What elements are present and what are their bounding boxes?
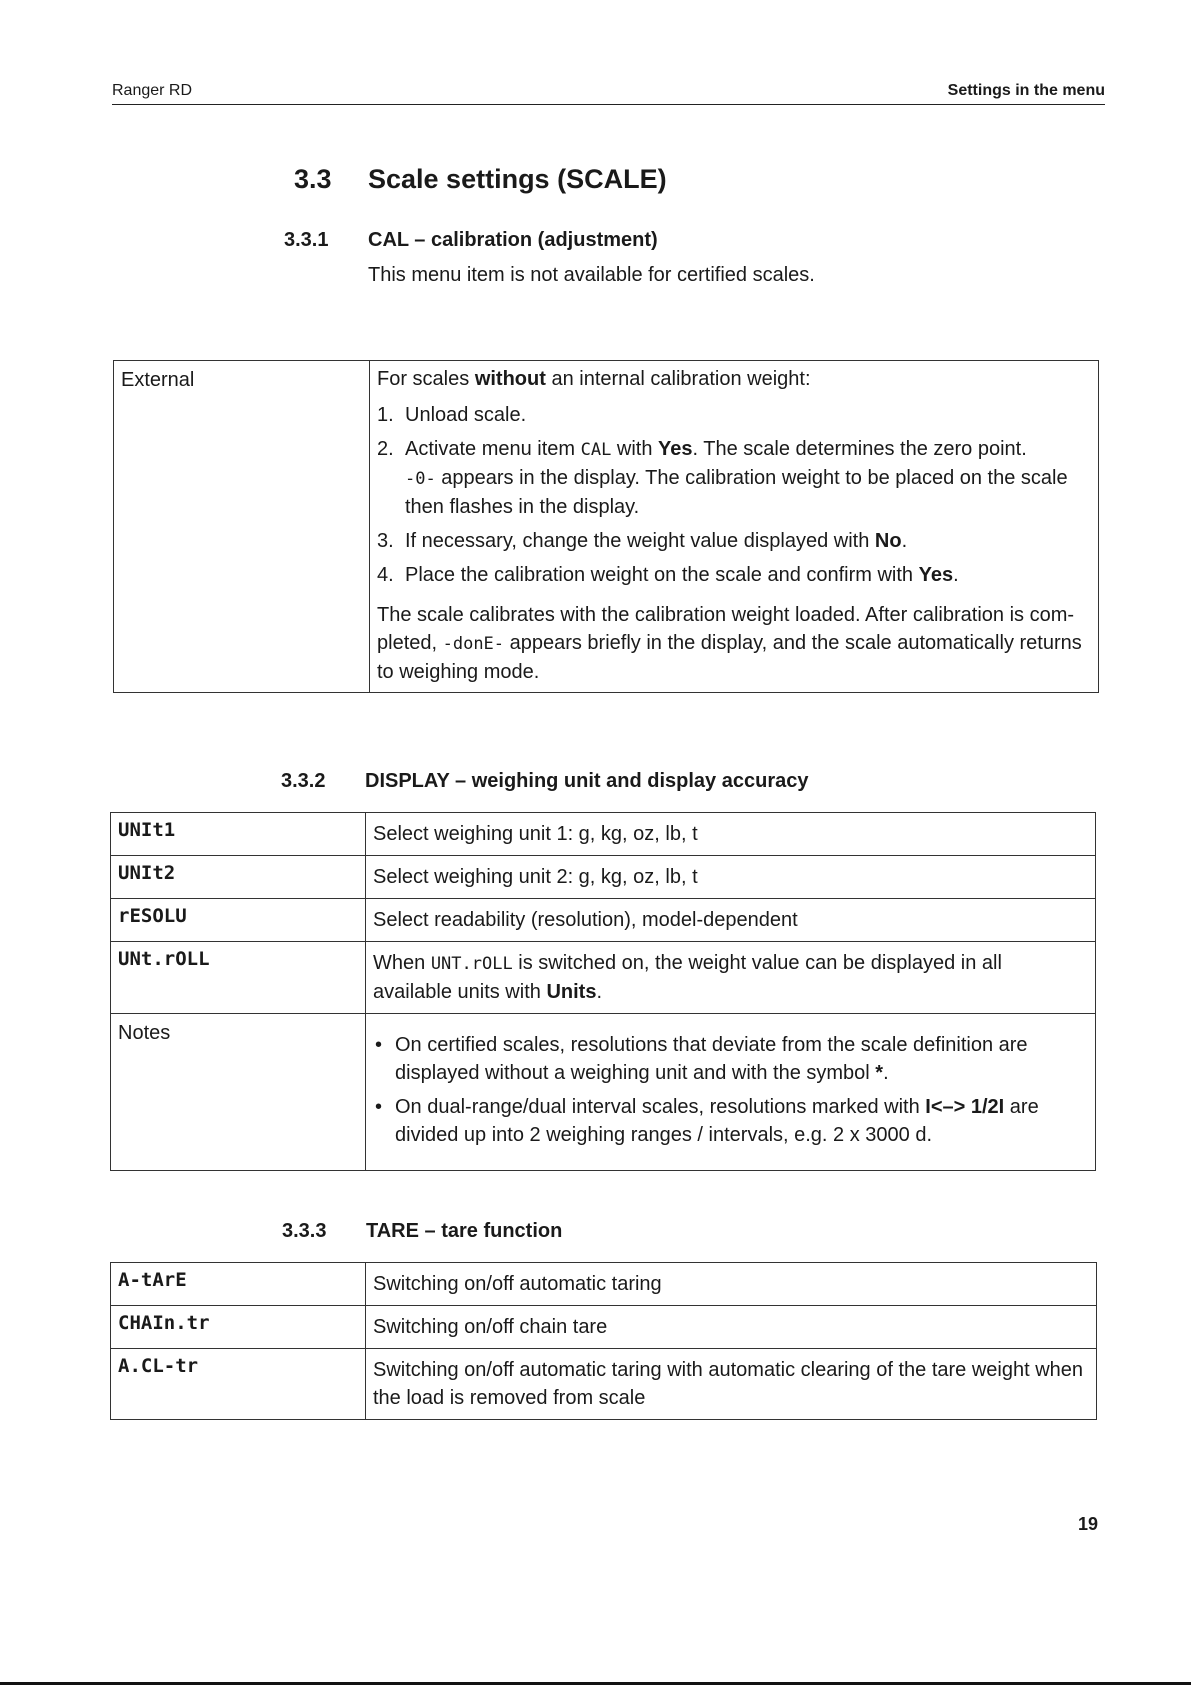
tare-table [110,1262,1097,1420]
menu-code-unit2: UNIt2 [111,856,366,899]
table-row [111,1306,1097,1349]
list-item: 4. Place the calibration weight on the scale and confirm with Yes. [377,564,959,586]
menu-description-chain-tare: Switching on/off chain tare [366,1306,1097,1349]
table-row [111,856,1096,899]
table-row [111,1263,1097,1306]
notes-cell [366,1014,1096,1171]
table-row [111,1349,1097,1420]
cal-description [370,361,1099,693]
list-item: 1. Unload scale. [377,404,527,426]
display-table [110,812,1096,1171]
page-number: 19 [1078,1514,1099,1534]
menu-description-resolution: Select readability (resolution), model-dependent [366,899,1096,942]
section-title: Scale settings (SCALE) [368,164,667,194]
menu-code-resolution: rESOLU [111,899,366,942]
table-row [111,899,1096,942]
running-header-chapter: Settings in the menu [947,82,1105,99]
table-row [114,361,1099,693]
menu-code-auto-clear-tare: A.CL-tr [111,1349,366,1420]
cal-result-text: The scale calibrates with the calibration weight loaded. After calibration is com-pleted, -donE- appears briefly in the display, and the scale automatically returns to weighing mode. [377,604,1082,683]
table-row [111,813,1096,856]
notes-list [373,1031,1085,1149]
cal-row-label: External [114,361,370,693]
cal-intro-text: This menu item is not available for certified scales. [368,264,815,286]
bullet-icon: • [375,1034,383,1056]
subsection-number-cal: 3.3.1 [284,229,329,251]
notes-label: Notes [111,1014,366,1171]
cal-table [113,360,1099,693]
menu-code-unit-roll: UNt.rOLL [111,942,366,1014]
menu-code-auto-tare: A-tArE [111,1263,366,1306]
table-row [111,1014,1096,1171]
menu-description-unit2: Select weighing unit 2: g, kg, oz, lb, t [366,856,1096,899]
subsection-title-tare: TARE – tare function [366,1220,563,1242]
subsection-title-cal: CAL – calibration (adjustment) [368,229,658,251]
list-item: 2. Activate menu item CAL with Yes. The scale determines the zero point. -0- appears in the display. The calibration weight to be placed on the scale then flashes in the display. [377,438,1068,518]
menu-description-unit-roll: When UNT.rOLL is switched on, the weight value can be displayed in all available units with Units. [366,942,1096,1014]
subsection-number-tare: 3.3.3 [282,1220,327,1242]
header-rule [112,104,1105,105]
cal-lead: For scales without an internal calibration weight: [377,368,811,390]
list-item: 3. If necessary, change the weight value displayed with No. [377,530,908,552]
subsection-number-display: 3.3.2 [281,770,326,792]
list-item: • On certified scales, resolutions that deviate from the scale definition are displayed without a weighing unit and with the symbol *. [373,1031,1085,1087]
cal-steps-list [377,401,1088,589]
menu-description-auto-tare: Switching on/off automatic taring [366,1263,1097,1306]
list-item: • On dual-range/dual interval scales, resolutions marked with I<–> 1/2I are divided up into 2 weighing ranges / intervals, e.g. 2 x 3000 d. [373,1093,1085,1149]
menu-code-chain-tare: CHAIn.tr [111,1306,366,1349]
subsection-title-display: DISPLAY – weighing unit and display accuracy [365,770,809,792]
running-header-product: Ranger RD [112,82,193,99]
menu-code-unit1: UNIt1 [111,813,366,856]
section-number: 3.3 [294,164,332,194]
bullet-icon: • [375,1096,383,1118]
menu-description-unit1: Select weighing unit 1: g, kg, oz, lb, t [366,813,1096,856]
menu-description-auto-clear-tare: Switching on/off automatic taring with automatic clearing of the tare weight when the load is removed from scale [366,1349,1097,1420]
table-row [111,942,1096,1014]
